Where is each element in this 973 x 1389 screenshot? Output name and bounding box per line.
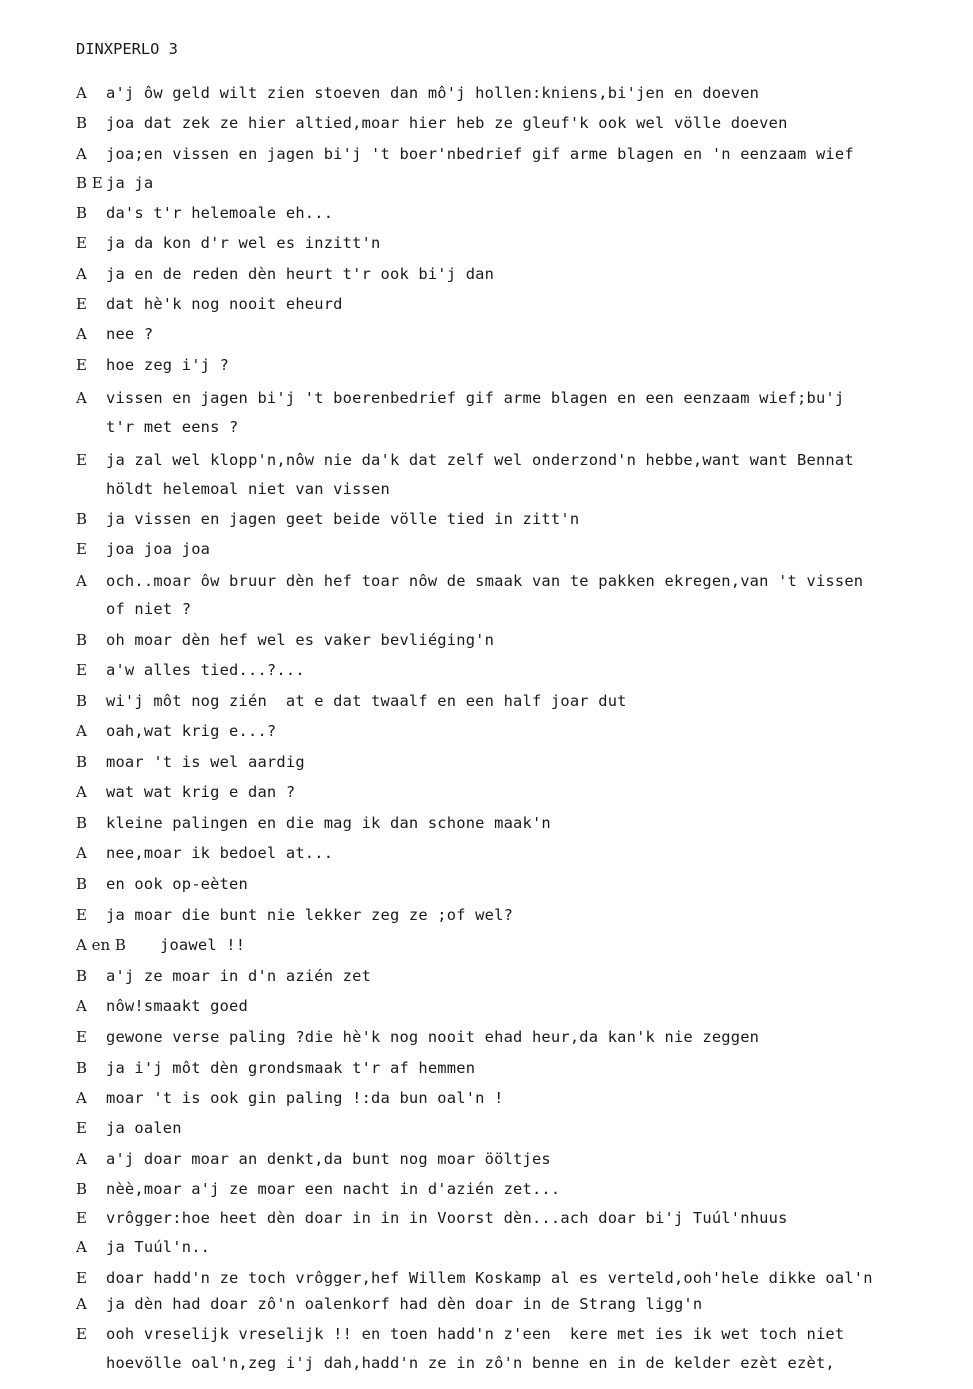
speaker-label: A bbox=[76, 1295, 87, 1313]
utterance-text: ja moar die bunt nie lekker zeg ze ;of wel? bbox=[106, 906, 514, 924]
speaker-label: A bbox=[76, 325, 87, 343]
utterance-text: vrôgger:hoe heet dèn doar in in in Voorst dèn...ach doar bi'j Tuúl'nhuus bbox=[106, 1209, 788, 1227]
utterance-text: en ook op-eèten bbox=[106, 875, 248, 893]
speaker-label: A en B bbox=[76, 936, 126, 954]
utterance-text: ooh vreselijk vreselijk !! en toen hadd'n z'een kere met ies ik wet toch niet bbox=[106, 1325, 845, 1343]
utterance-text: nee ? bbox=[106, 325, 154, 343]
utterance-text: wi'j môt nog zién at e dat twaalf en een half joar dut bbox=[106, 692, 627, 710]
speaker-label: E bbox=[76, 661, 87, 679]
utterance-text: a'j doar moar an denkt,da bunt nog moar ööltjes bbox=[106, 1150, 551, 1168]
utterance-text: ja Tuúl'n.. bbox=[106, 1238, 211, 1256]
speaker-label: A bbox=[76, 389, 87, 407]
utterance-text: dat hè'k nog nooit eheurd bbox=[106, 295, 343, 313]
utterance-text: wat wat krig e dan ? bbox=[106, 783, 296, 801]
utterance-text: ja vissen en jagen geet beide völle tied in zitt'n bbox=[106, 510, 580, 528]
utterance-text: vissen en jagen bi'j 't boerenbedrief gif arme blagen en een eenzaam wief;bu'j bbox=[106, 389, 845, 407]
speaker-label: A bbox=[76, 84, 87, 102]
speaker-label: E bbox=[76, 1269, 87, 1287]
speaker-label: B bbox=[76, 967, 88, 985]
speaker-label: B bbox=[76, 875, 88, 893]
speaker-label: B bbox=[76, 1180, 88, 1198]
page-title: DINXPERLO 3 bbox=[76, 40, 178, 58]
speaker-label: E bbox=[76, 1119, 87, 1137]
speaker-label: B E bbox=[76, 174, 103, 192]
utterance-text: ja en de reden dèn heurt t'r ook bi'j dan bbox=[106, 265, 495, 283]
speaker-label: B bbox=[76, 692, 88, 710]
speaker-label: B bbox=[76, 510, 88, 528]
speaker-label: E bbox=[76, 1209, 87, 1227]
utterance-text: ja oalen bbox=[106, 1119, 182, 1137]
utterance-text: of niet ? bbox=[106, 600, 192, 618]
speaker-label: E bbox=[76, 234, 87, 252]
utterance-text: nôw!smaakt goed bbox=[106, 997, 248, 1015]
utterance-text: ja i'j môt dèn grondsmaak t'r af hemmen bbox=[106, 1059, 476, 1077]
utterance-text: joa;en vissen en jagen bi'j 't boer'nbedrief gif arme blagen en 'n eenzaam wief bbox=[106, 145, 854, 163]
speaker-label: E bbox=[76, 540, 87, 558]
speaker-label: E bbox=[76, 451, 87, 469]
utterance-text: joawel !! bbox=[160, 936, 246, 954]
utterance-text: hoevölle oal'n,zeg i'j dah,hadd'n ze in zô'n benne en in de kelder ezèt ezèt, bbox=[106, 1354, 835, 1372]
utterance-text: a'w alles tied...?... bbox=[106, 661, 305, 679]
speaker-label: B bbox=[76, 631, 88, 649]
utterance-text: ja da kon d'r wel es inzitt'n bbox=[106, 234, 381, 252]
utterance-text: höldt helemoal niet van vissen bbox=[106, 480, 390, 498]
utterance-text: a'j ôw geld wilt zien stoeven dan mô'j hollen:kniens,bi'jen en doeven bbox=[106, 84, 760, 102]
utterance-text: kleine palingen en die mag ik dan schone maak'n bbox=[106, 814, 551, 832]
utterance-text: och..moar ôw bruur dèn hef toar nôw de smaak van te pakken ekregen,van 't vissen bbox=[106, 572, 864, 590]
speaker-label: E bbox=[76, 1028, 87, 1046]
utterance-text: t'r met eens ? bbox=[106, 418, 239, 436]
utterance-text: moar 't is ook gin paling !:da bun oal'n ! bbox=[106, 1089, 504, 1107]
utterance-text: doar hadd'n ze toch vrôgger,hef Willem Koskamp al es verteld,ooh'hele dikke oal'n bbox=[106, 1269, 873, 1287]
utterance-text: joa joa joa bbox=[106, 540, 211, 558]
speaker-label: A bbox=[76, 1089, 87, 1107]
utterance-text: ja zal wel klopp'n,nôw nie da'k dat zelf wel onderzond'n hebbe,want want Bennat bbox=[106, 451, 854, 469]
utterance-text: oah,wat krig e...? bbox=[106, 722, 277, 740]
speaker-label: B bbox=[76, 753, 88, 771]
utterance-text: gewone verse paling ?die hè'k nog nooit ehad heur,da kan'k nie zeggen bbox=[106, 1028, 760, 1046]
speaker-label: B bbox=[76, 814, 88, 832]
utterance-text: a'j ze moar in d'n azién zet bbox=[106, 967, 372, 985]
speaker-label: E bbox=[76, 1325, 87, 1343]
speaker-label: A bbox=[76, 844, 87, 862]
utterance-text: ja ja bbox=[106, 174, 154, 192]
speaker-label: E bbox=[76, 906, 87, 924]
speaker-label: A bbox=[76, 1150, 87, 1168]
utterance-text: nee,moar ik bedoel at... bbox=[106, 844, 334, 862]
utterance-text: hoe zeg i'j ? bbox=[106, 356, 230, 374]
speaker-label: A bbox=[76, 722, 87, 740]
speaker-label: A bbox=[76, 572, 87, 590]
speaker-label: E bbox=[76, 295, 87, 313]
speaker-label: A bbox=[76, 997, 87, 1015]
utterance-text: da's t'r helemoale eh... bbox=[106, 204, 334, 222]
speaker-label: A bbox=[76, 145, 87, 163]
speaker-label: A bbox=[76, 1238, 87, 1256]
utterance-text: oh moar dèn hef wel es vaker bevliéging'n bbox=[106, 631, 495, 649]
utterance-text: ja dèn had doar zô'n oalenkorf had dèn doar in de Strang ligg'n bbox=[106, 1295, 703, 1313]
speaker-label: B bbox=[76, 1059, 88, 1077]
speaker-label: B bbox=[76, 114, 88, 132]
utterance-text: moar 't is wel aardig bbox=[106, 753, 305, 771]
speaker-label: E bbox=[76, 356, 87, 374]
utterance-text: joa dat zek ze hier altied,moar hier heb ze gleuf'k ook wel völle doeven bbox=[106, 114, 788, 132]
speaker-label: B bbox=[76, 204, 88, 222]
utterance-text: nèè,moar a'j ze moar een nacht in d'azién zet... bbox=[106, 1180, 561, 1198]
speaker-label: A bbox=[76, 783, 87, 801]
speaker-label: A bbox=[76, 265, 87, 283]
